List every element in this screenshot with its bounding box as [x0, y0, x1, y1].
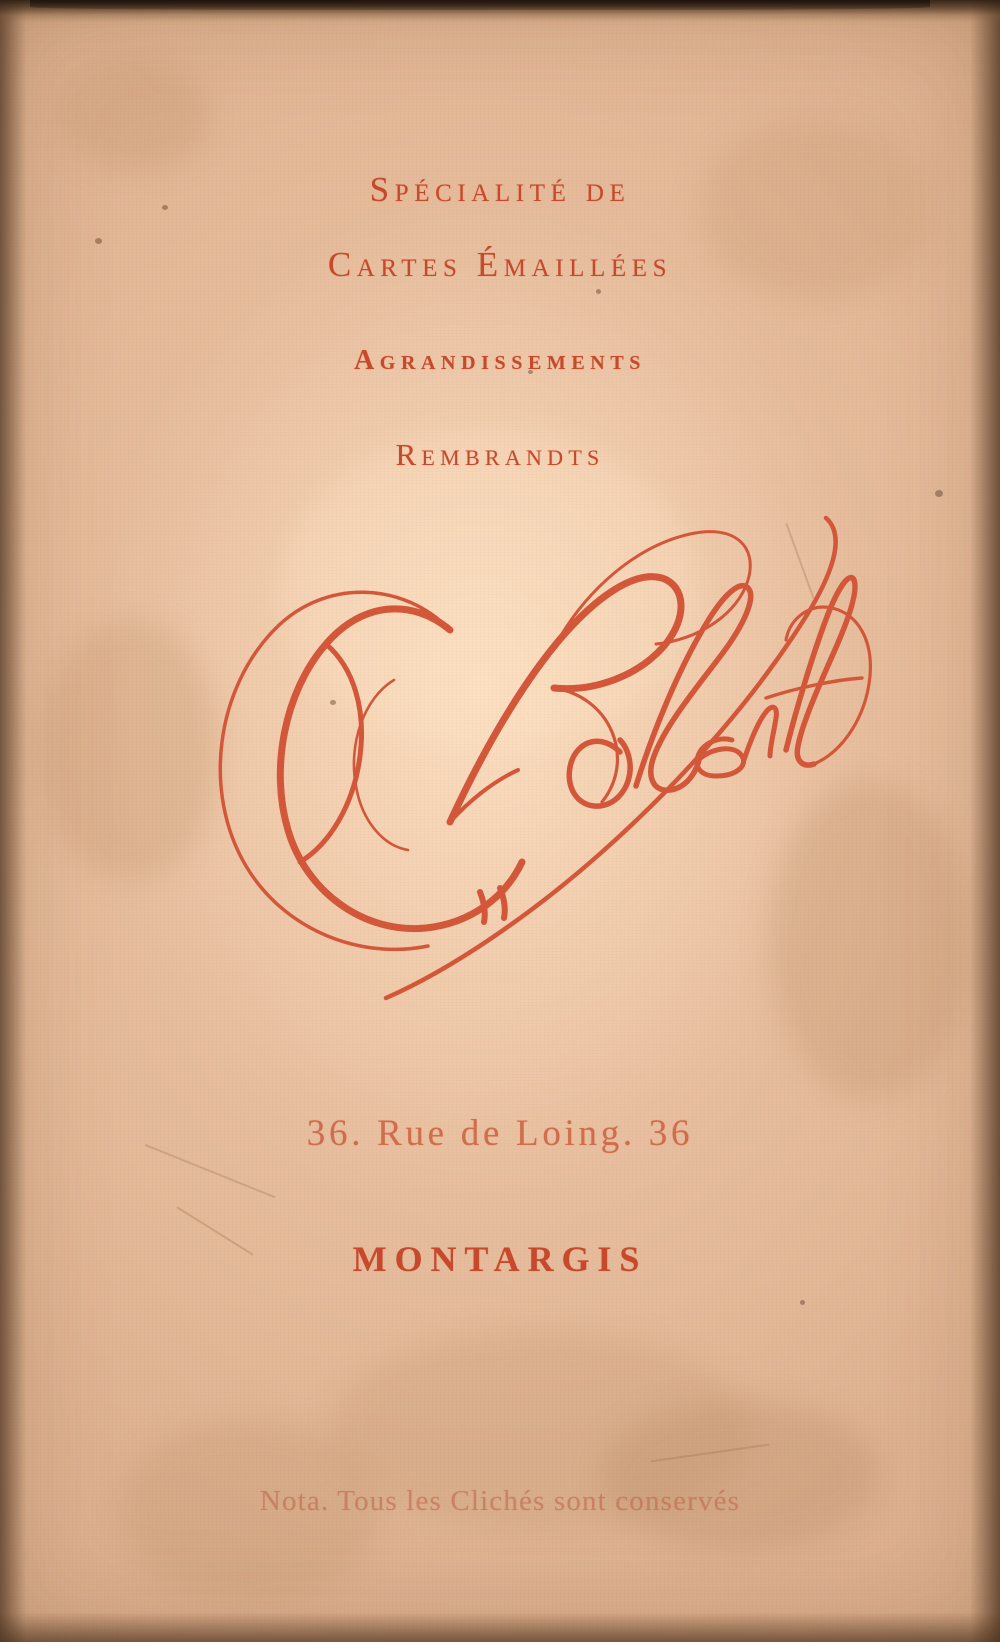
paper-stain: [770, 780, 970, 1100]
paper-speck: [330, 700, 336, 705]
studio-city: MONTARGIS: [352, 1239, 648, 1279]
paper-speck: [800, 1300, 805, 1305]
paper-speck: [95, 238, 102, 244]
paper-speck: [596, 289, 601, 294]
paper-top-edge: [0, 0, 1000, 22]
paper-stain: [600, 1400, 880, 1550]
paper-scratch: [785, 523, 814, 599]
paper-scratch: [650, 1444, 769, 1463]
paper-stain: [40, 620, 220, 880]
paper-highlight: [280, 430, 700, 750]
card-line-agrandissements: Agrandissements: [353, 345, 647, 376]
paper-speck: [935, 490, 943, 497]
card-line-rembrandts: Rembrandts: [395, 437, 605, 472]
photographer-signature: [150, 430, 870, 1030]
paper-stain: [60, 60, 210, 170]
studio-address: 36. Rue de Loing. 36: [306, 1113, 694, 1154]
footer-note: Nota. Tous les Clichés sont conservés: [259, 1485, 741, 1517]
card-line-cartes-emaillees: Cartes Émaillées: [327, 245, 673, 284]
paper-bottom-edge: [0, 1612, 1000, 1642]
card-line-specialite: Spécialité de: [369, 170, 631, 209]
paper-top-edge-dark: [30, 0, 930, 10]
